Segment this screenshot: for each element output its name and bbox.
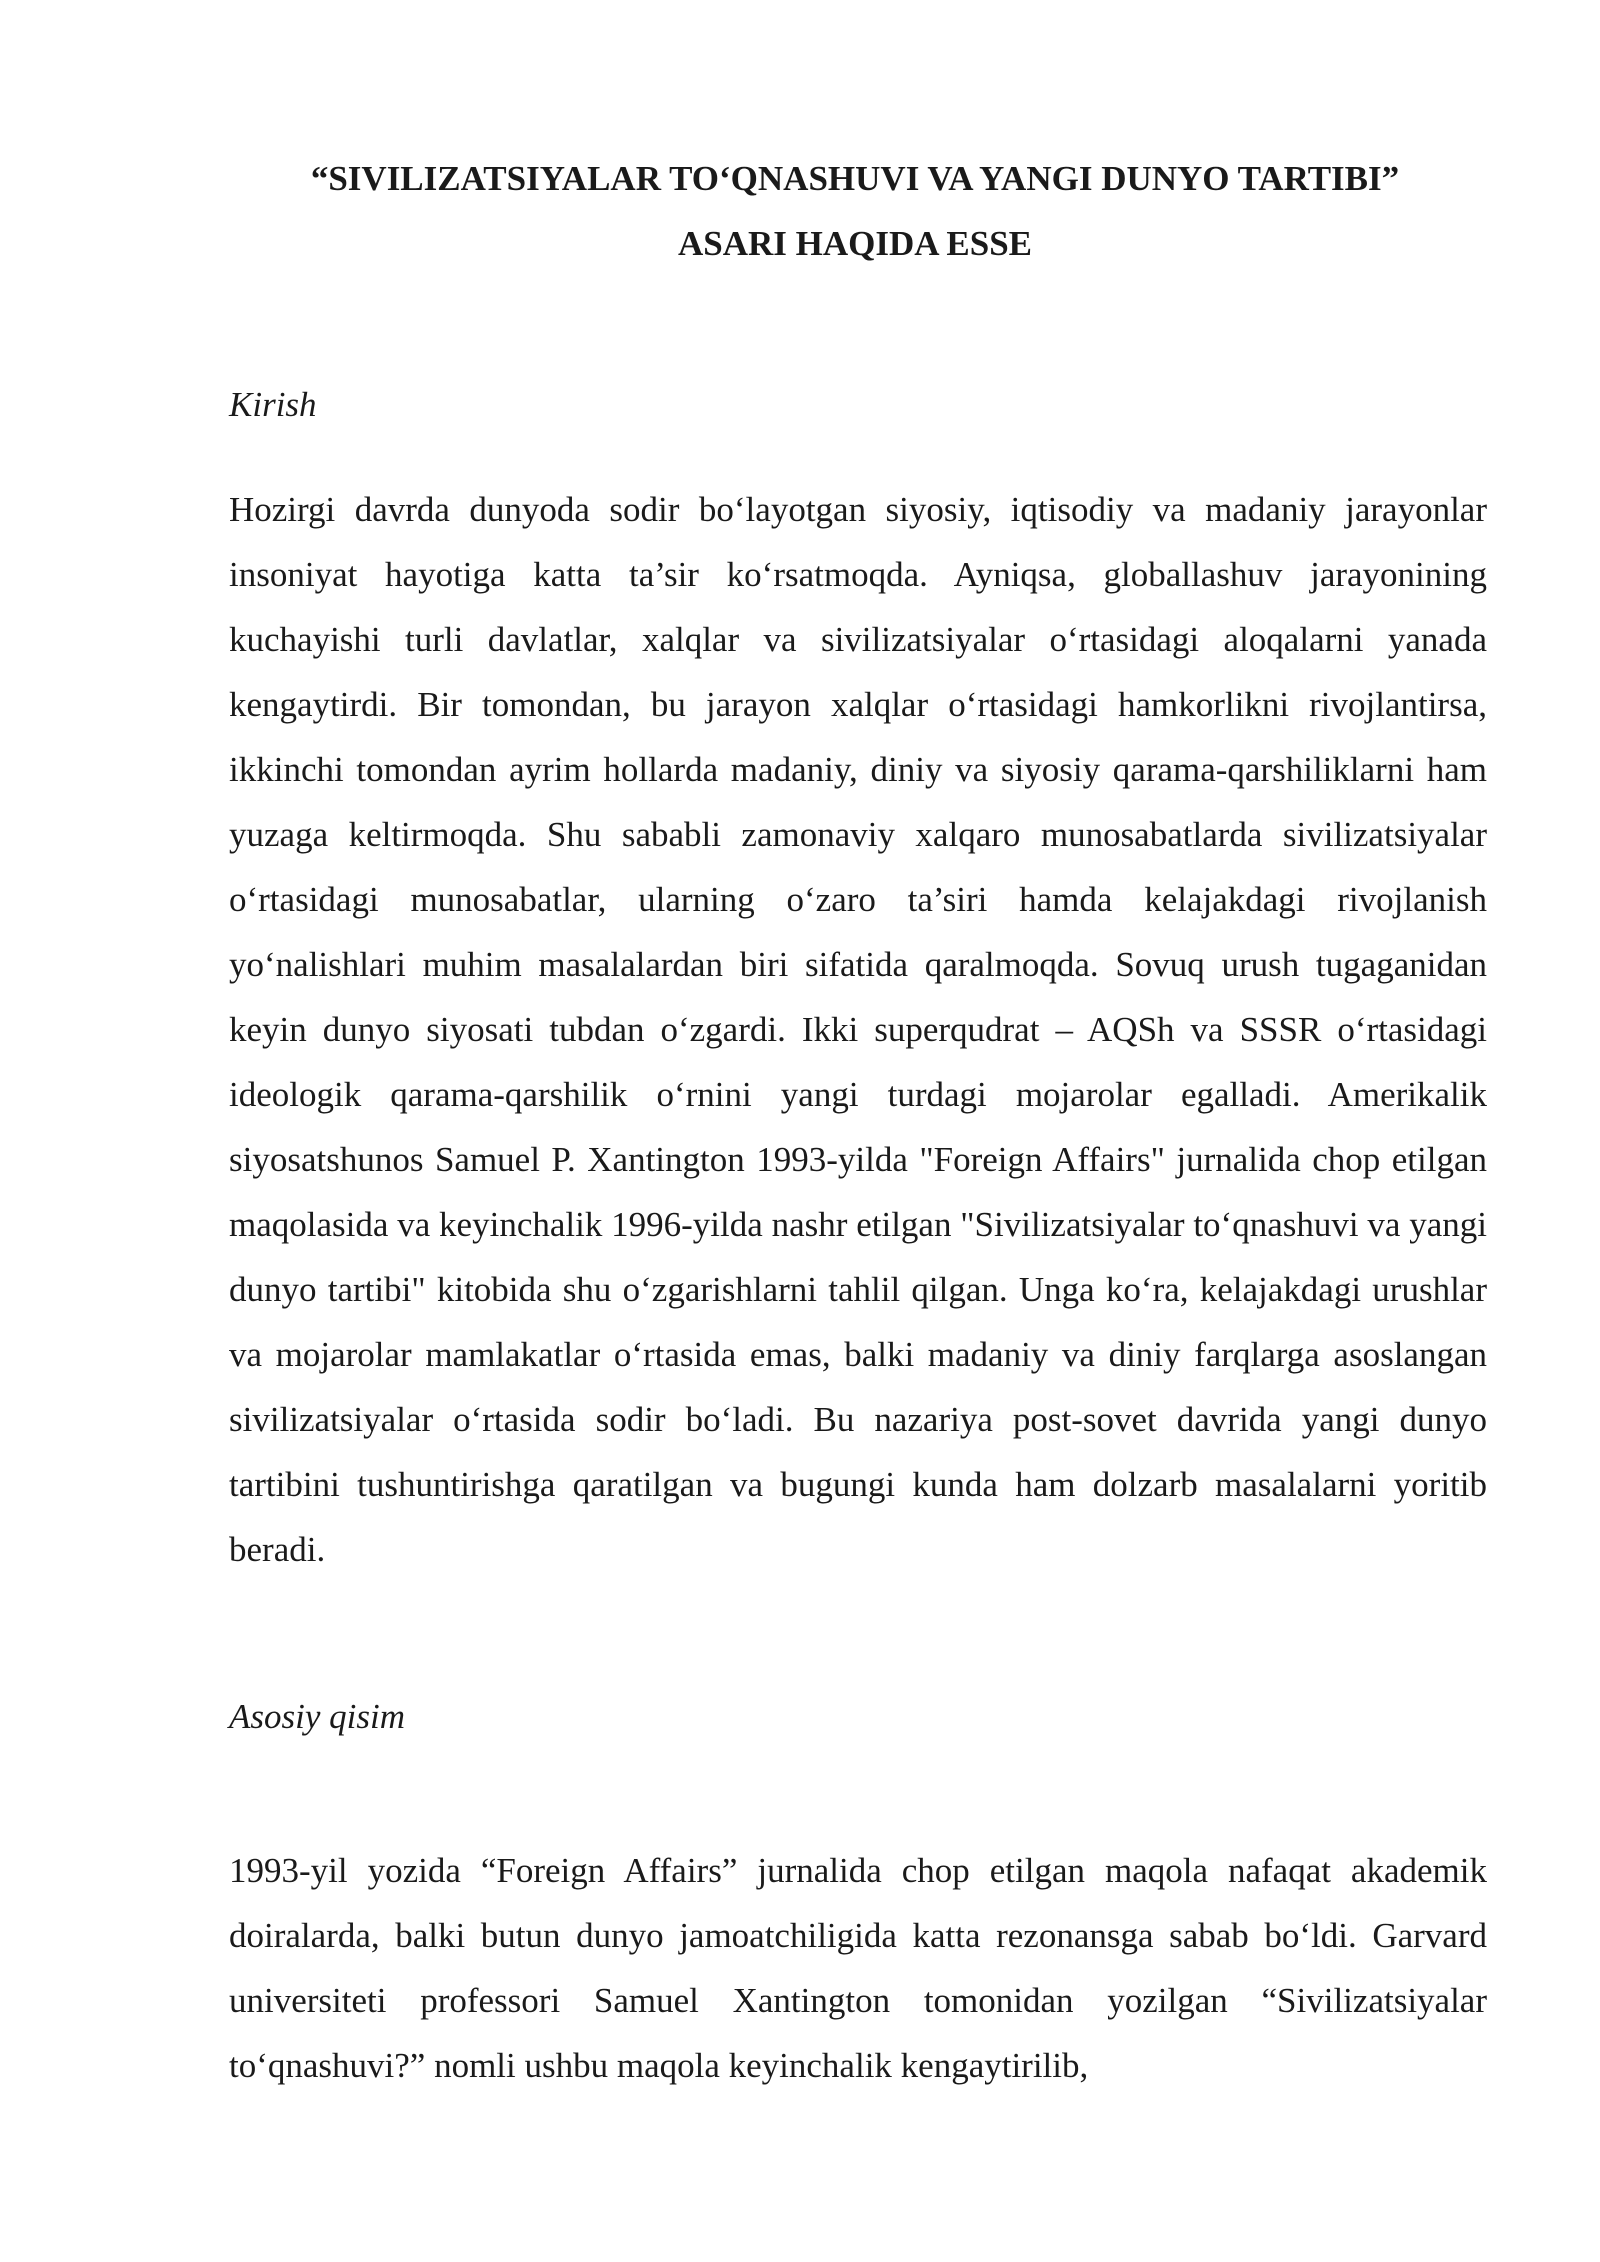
title-line-1: “SIVILIZATSIYALAR TO‘QNASHUVI VA YANGI DUNYO TARTIBI”	[310, 159, 1400, 198]
section-heading-main: Asosiy qisim	[229, 1697, 405, 1736]
document-title	[228, 146, 1482, 276]
title-line-2: ASARI HAQIDA ESSE	[678, 224, 1032, 263]
intro-paragraph: Hozirgi davrda dunyoda sodir bo‘layotgan siyosiy, iqtisodiy va madaniy jarayonlar insoniyat hayotiga katta ta’sir ko‘rsatmoqda. Ayniqsa, globallashuv jarayonining kuchayishi turli davlatlar, xalqlar va sivilizatsiyalar o‘rtasidagi aloqalarni yanada kengaytirdi. Bir tomondan, bu jarayon xalqlar o‘rtasidagi hamkorlikni rivojlantirsa, ikkinchi tomondan ayrim hollarda madaniy, diniy va siyosiy qarama-qarshiliklarni ham yuzaga keltirmoqda. Shu sababli zamonaviy xalqaro munosabatlarda sivilizatsiyalar o‘rtasidagi munosabatlar, ularning o‘zaro ta’siri hamda kelajakdagi rivojlanish yo‘nalishlari muhim masalalardan biri sifatida qaralmoqda. Sovuq urush tugaganidan keyin dunyo siyosati tubdan o‘zgardi. Ikki superqudrat – AQSh va SSSR o‘rtasidagi ideologik qarama-qarshilik o‘rnini yangi turdagi mojarolar egalladi. Amerikalik siyosatshunos Samuel P. Xantington 1993-yilda "Foreign Affairs" jurnalida chop etilgan maqolasida va keyinchalik 1996-yilda nashr etilgan "Sivilizatsiyalar to‘qnashuvi va yangi dunyo tartibi" kitobida shu o‘zgarishlarni tahlil qilgan. Unga ko‘ra, kelajakdagi urushlar va mojarolar mamlakatlar o‘rtasida emas, balki madaniy va diniy farqlarga asoslangan sivilizatsiyalar o‘rtasida sodir bo‘ladi. Bu nazariya post-sovet davrida yangi dunyo tartibini tushuntirishga qaratilgan va bugungi kunda ham dolzarb masalalarni yoritib beradi.	[229, 490, 1487, 1569]
main-paragraph: 1993-yil yozida “Foreign Affairs” jurnalida chop etilgan maqola nafaqat akademik doiralarda, balki butun dunyo jamoatchiligida katta rezonansga sabab bo‘ldi. Garvard universiteti professori Samuel Xantington tomonidan yozilgan “Sivilizatsiyalar to‘qnashuvi?” nomli ushbu maqola keyinchalik kengaytirilib,	[229, 1851, 1487, 2085]
section-heading-intro: Kirish	[229, 385, 317, 424]
